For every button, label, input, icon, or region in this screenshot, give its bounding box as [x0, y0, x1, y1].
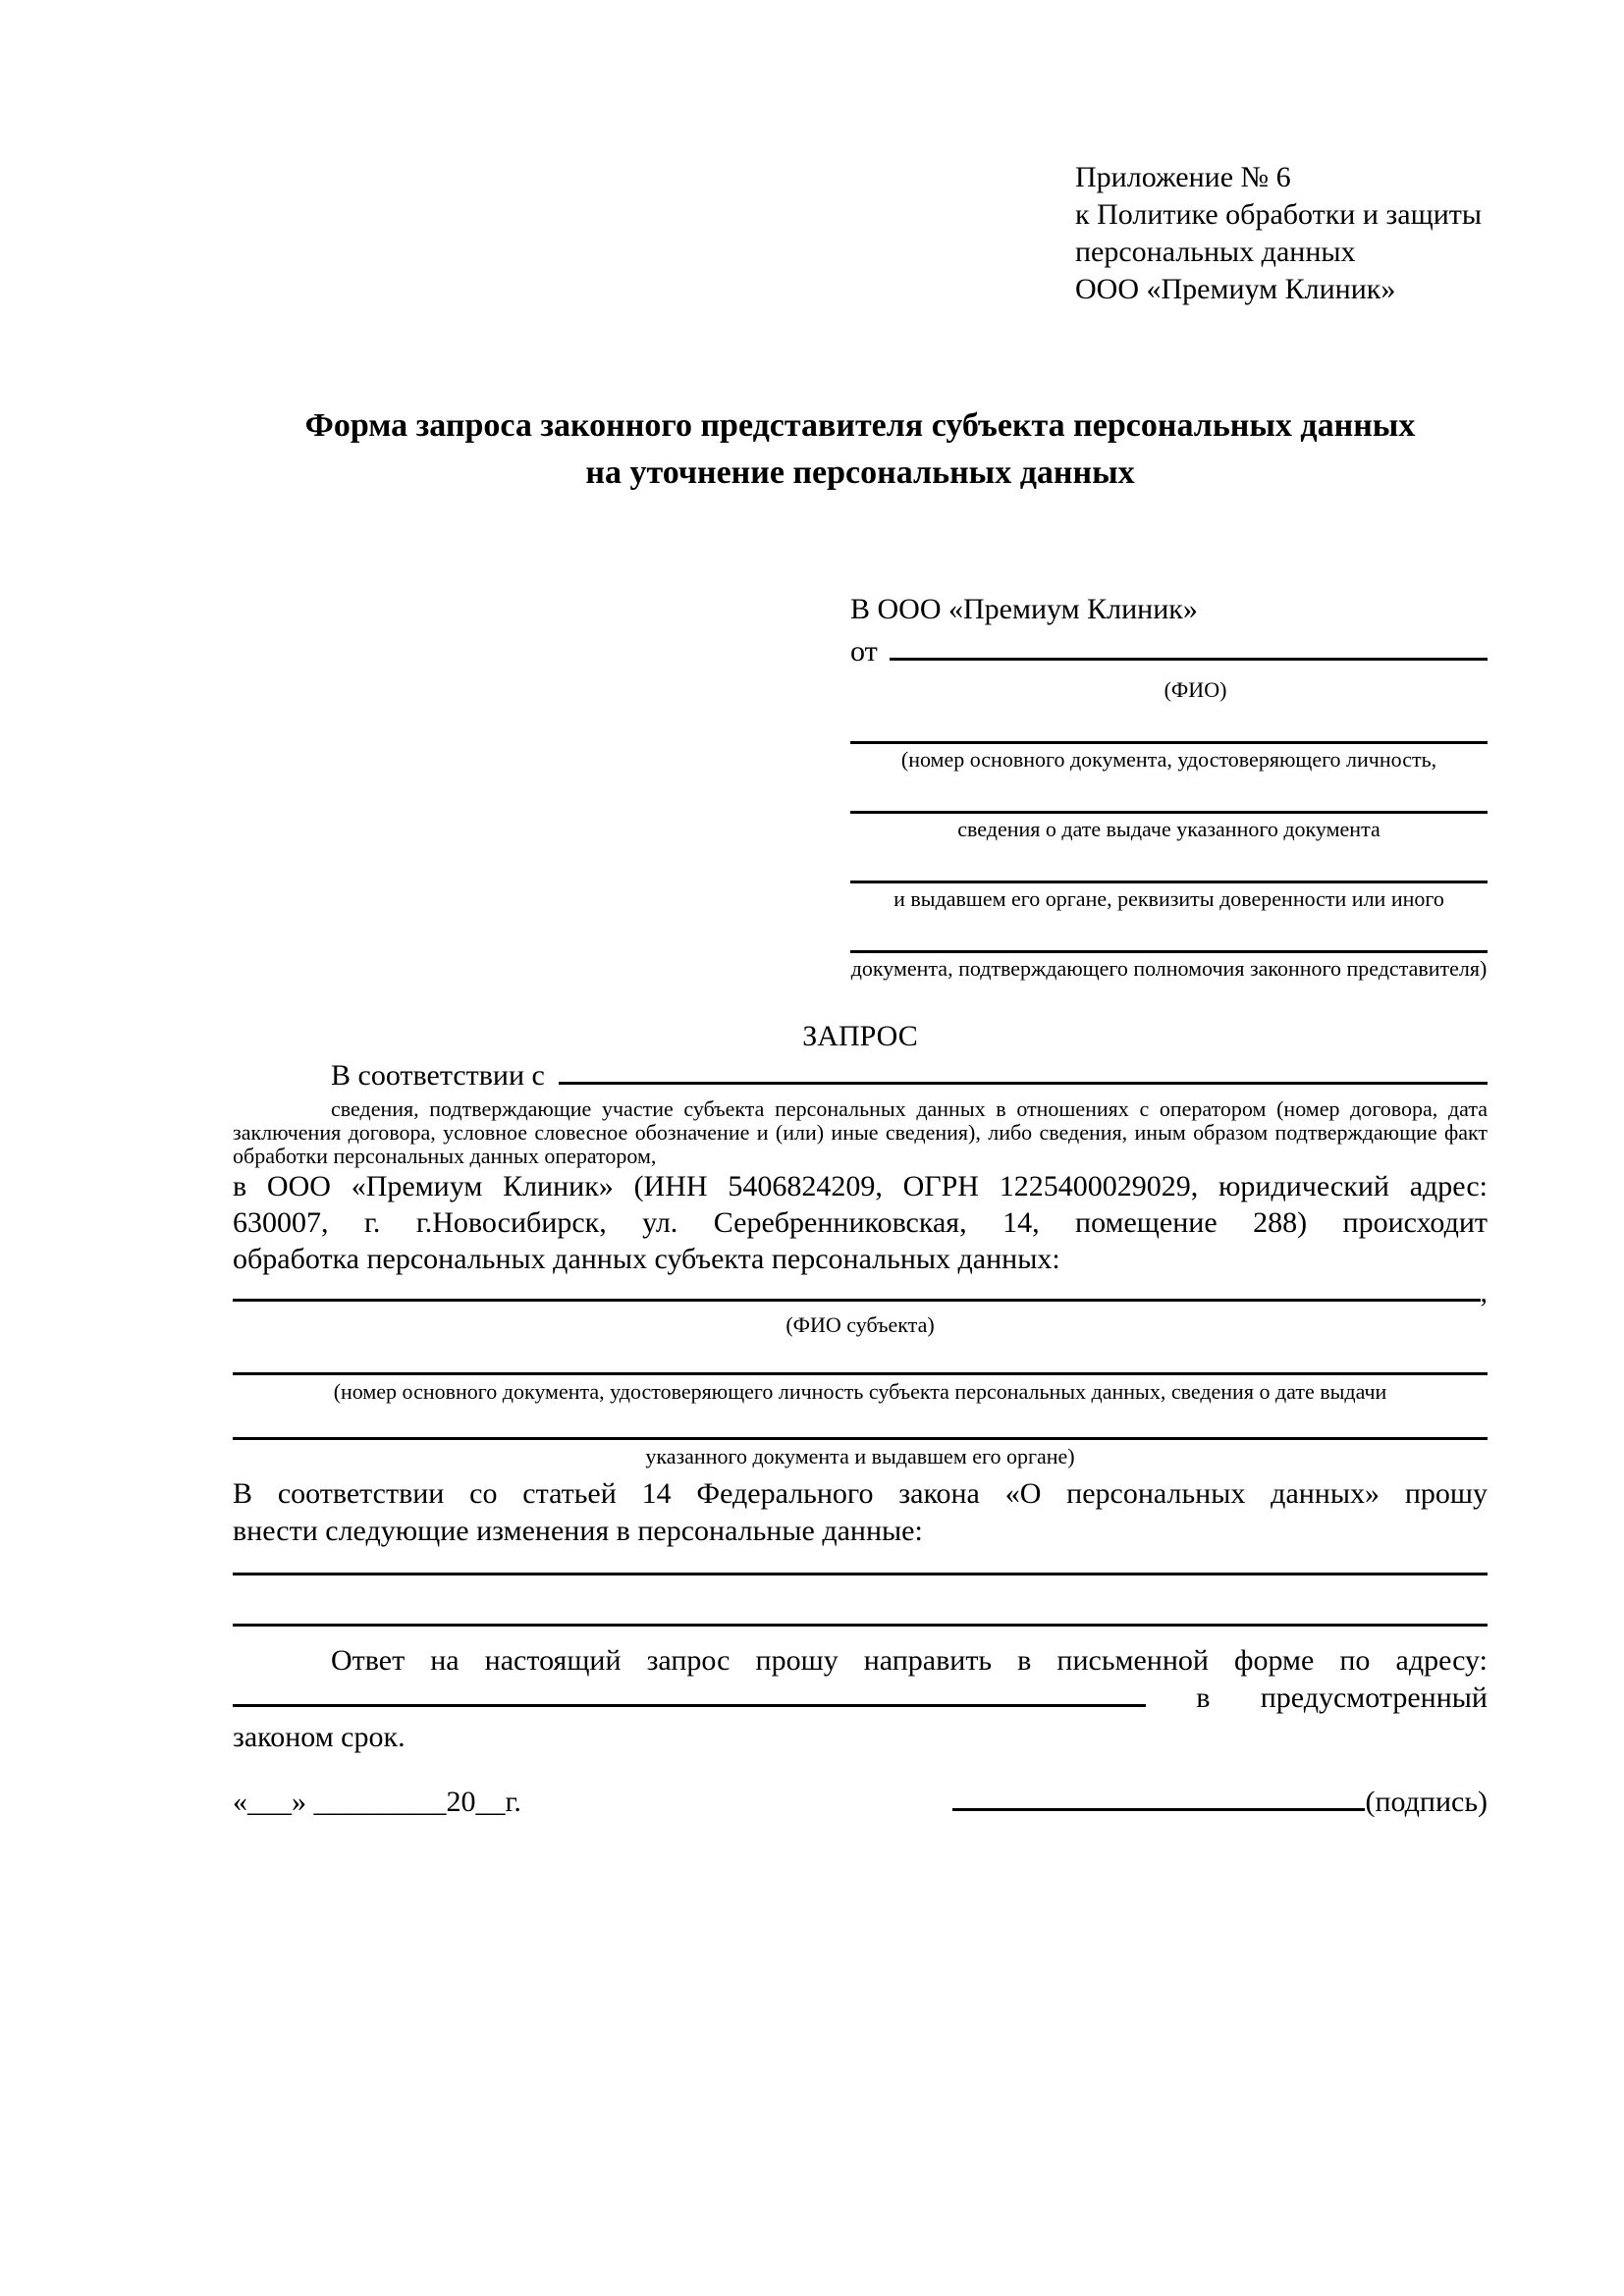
form-title-line: Форма запроса законного представителя субъекта персональных данных: [304, 407, 1416, 444]
authority-document-blank-line: [850, 912, 1488, 953]
answer-closing-line: законом срок.: [233, 1721, 406, 1753]
answer-paragraph-line: Ответ на настоящий запрос прошу направить в письменной форме по адресу:: [331, 1644, 1488, 1677]
representative-name-blank-line: [890, 658, 1488, 661]
operator-paragraph-line: в ООО «Премиум Клиник» (ИНН 5406824209, ОГРН 1225400029029, юридический адрес:: [233, 1170, 1488, 1202]
signature-group: [952, 1782, 1488, 1823]
field-caption: сведения о дате выдаче указанного документа: [957, 817, 1380, 841]
amendment-paragraph-line: В соответствии со статьей 14 Федерального закона «О персональных данных» прошу: [233, 1477, 1488, 1510]
basis-caption-line: обработки персональных данных оператором,: [233, 1144, 657, 1168]
field-caption: (номер основного документа, удостоверяющего личность,: [900, 747, 1437, 772]
appendix-note: [1075, 159, 1488, 308]
subject-fio-caption: (ФИО субъекта): [785, 1312, 935, 1337]
basis-prefix: В соответствии с: [331, 1059, 545, 1092]
field-caption: документа, подтверждающего полномочия законного представителя): [850, 956, 1488, 981]
basis-caption-line: заключения договора, условное словесное обозначение и (или) иные сведения), либо сведения, иным образом подтверждающие факт: [233, 1120, 1488, 1145]
signature-caption: (подпись): [1365, 1786, 1488, 1818]
document-content: [233, 0, 1488, 1823]
answer-address-row: [233, 1680, 1488, 1717]
date-field: «___» _________20__г.: [233, 1786, 521, 1818]
answer-paragraph: [233, 1642, 1488, 1680]
form-title-line: на уточнение персональных данных: [585, 454, 1135, 491]
subject-comma: ,: [1480, 1276, 1488, 1308]
operator-paragraph-line: 630007, г. г.Новосибирск, ул. Серебренниковская, 14, помещение 288) происходит: [233, 1206, 1488, 1239]
request-heading: ЗАПРОС: [802, 1020, 918, 1052]
from-label: от: [850, 635, 878, 667]
basis-row: [233, 1056, 1488, 1095]
subject-authority-caption: указанного документа и выдавшем его органе): [645, 1444, 1075, 1468]
operator-paragraph: [233, 1168, 1488, 1277]
appendix-line: к Политике обработки и защиты: [1075, 198, 1483, 231]
subject-document-blank-line: [233, 1338, 1488, 1375]
amendment-paragraph-line: внести следующие изменения в персональные данные:: [233, 1515, 923, 1547]
from-row: [850, 632, 1488, 671]
document-number-blank-line: [850, 703, 1488, 744]
subject-document-caption: (номер основного документа, удостоверяющего личность субъекта персональных данных, сведения о дате выдачи: [333, 1379, 1387, 1404]
changes-blank-line: [233, 1550, 1488, 1575]
footer-row: [233, 1782, 1488, 1823]
subject-name-row: [233, 1277, 1488, 1308]
appendix-line: ООО «Премиум Клиник»: [1075, 273, 1396, 305]
appendix-line: Приложение № 6: [1075, 161, 1291, 193]
operator-paragraph-line: обработка персональных данных субъекта персональных данных:: [233, 1243, 1060, 1275]
changes-blank-line: [233, 1575, 1488, 1627]
appendix-line: персональных данных: [1075, 236, 1356, 268]
addressee-organization: В ООО «Премиум Клиник»: [850, 593, 1198, 625]
issuing-authority-blank-line: [850, 842, 1488, 883]
subject-authority-blank-line: [233, 1408, 1488, 1440]
answer-word: в: [1196, 1682, 1211, 1714]
basis-caption-line: сведения, подтверждающие участие субъекта персональных данных в отношениях с оператором (номер договора, дата: [331, 1096, 1488, 1121]
form-title: [233, 402, 1488, 497]
answer-word: предусмотренный: [1260, 1682, 1488, 1714]
addressee-block: [850, 587, 1488, 982]
signature-line: [952, 1808, 1365, 1811]
address-blank-line: [233, 1704, 1146, 1707]
fio-caption: (ФИО): [1164, 677, 1227, 702]
amendment-paragraph: [233, 1475, 1488, 1550]
subject-name-blank-line: [233, 1299, 1481, 1302]
field-caption: и выдавшем его органе, реквизиты доверенности или иного: [893, 886, 1444, 911]
basis-caption: [233, 1097, 1488, 1168]
basis-blank-line: [559, 1082, 1488, 1085]
issue-date-blank-line: [850, 773, 1488, 814]
